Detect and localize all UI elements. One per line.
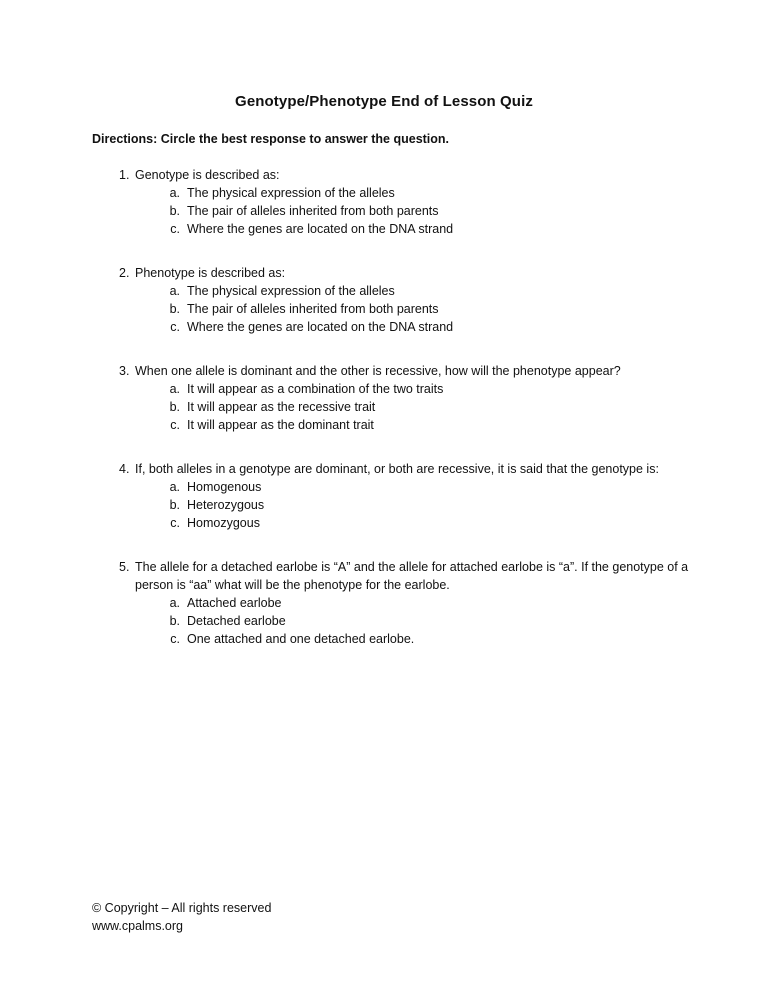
question-1 xyxy=(119,166,689,238)
answer-letter: b. xyxy=(169,302,180,316)
answer-letter: c. xyxy=(170,418,180,432)
answer-text: The pair of alleles inherited from both parents xyxy=(187,302,439,316)
footer xyxy=(92,899,271,935)
answer-text: The physical expression of the alleles xyxy=(187,186,395,200)
answer-option-c[interactable] xyxy=(119,630,689,648)
question-text: If, both alleles in a genotype are dominant, or both are recessive, it is said that the genotype is: xyxy=(135,462,659,476)
answer-option-b[interactable] xyxy=(119,398,689,416)
question-2 xyxy=(119,264,689,336)
answer-letter: c. xyxy=(170,320,180,334)
answer-text: The physical expression of the alleles xyxy=(187,284,395,298)
answer-letter: a. xyxy=(169,186,180,200)
answer-text: Where the genes are located on the DNA strand xyxy=(187,320,454,334)
question-text: The allele for a detached earlobe is “A” and the allele for attached earlobe is “a”. If the genotype of a person is “aa” what will be the phenotype for the earlobe. xyxy=(135,560,689,592)
answer-text: Attached earlobe xyxy=(187,596,282,610)
answer-text: Homozygous xyxy=(187,516,260,530)
answer-text: Where the genes are located on the DNA strand xyxy=(187,222,454,236)
answer-text: It will appear as the dominant trait xyxy=(187,418,374,432)
question-5 xyxy=(119,558,689,648)
answer-letter: c. xyxy=(170,222,180,236)
answer-text: Homogenous xyxy=(187,480,262,494)
answer-list xyxy=(119,594,689,648)
answer-letter: a. xyxy=(169,284,180,298)
answer-letter: c. xyxy=(170,632,180,646)
answer-option-b[interactable] xyxy=(119,612,689,630)
question-number: 4. xyxy=(119,462,130,476)
question-4 xyxy=(119,460,689,532)
question-number: 1. xyxy=(119,168,130,182)
page-title: Genotype/Phenotype End of Lesson Quiz xyxy=(235,93,533,110)
answer-option-b[interactable] xyxy=(119,300,689,318)
answer-list xyxy=(119,478,689,532)
answer-letter: a. xyxy=(169,480,180,494)
answer-option-b[interactable] xyxy=(119,496,689,514)
answer-option-a[interactable] xyxy=(119,594,689,612)
answer-letter: a. xyxy=(169,596,180,610)
answer-letter: b. xyxy=(169,400,180,414)
answer-list xyxy=(119,184,689,238)
answer-list xyxy=(119,380,689,434)
copyright-notice: © Copyright – All rights reserved xyxy=(92,901,272,915)
answer-text: Detached earlobe xyxy=(187,614,286,628)
directions-text: Directions: Circle the best response to answer the question. xyxy=(92,132,450,146)
answer-text: One attached and one detached earlobe. xyxy=(187,632,415,646)
answer-letter: b. xyxy=(169,498,180,512)
question-text: Genotype is described as: xyxy=(135,168,280,182)
answer-option-c[interactable] xyxy=(119,318,689,336)
answer-option-a[interactable] xyxy=(119,282,689,300)
website-url[interactable]: www.cpalms.org xyxy=(92,919,183,933)
answer-text: It will appear as a combination of the two traits xyxy=(187,382,444,396)
answer-text: Heterozygous xyxy=(187,498,265,512)
answer-option-c[interactable] xyxy=(119,416,689,434)
question-text: Phenotype is described as: xyxy=(135,266,286,280)
answer-option-a[interactable] xyxy=(119,184,689,202)
answer-option-a[interactable] xyxy=(119,380,689,398)
question-number: 5. xyxy=(119,560,130,574)
answer-letter: b. xyxy=(169,204,180,218)
answer-option-c[interactable] xyxy=(119,514,689,532)
question-number: 3. xyxy=(119,364,130,378)
answer-letter: c. xyxy=(170,516,180,530)
answer-list xyxy=(119,282,689,336)
answer-letter: a. xyxy=(169,382,180,396)
question-3 xyxy=(119,362,689,434)
answer-option-a[interactable] xyxy=(119,478,689,496)
question-number: 2. xyxy=(119,266,130,280)
answer-text: It will appear as the recessive trait xyxy=(187,400,376,414)
answer-option-c[interactable] xyxy=(119,220,689,238)
answer-letter: b. xyxy=(169,614,180,628)
answer-option-b[interactable] xyxy=(119,202,689,220)
question-text: When one allele is dominant and the other is recessive, how will the phenotype appear? xyxy=(135,364,621,378)
answer-text: The pair of alleles inherited from both parents xyxy=(187,204,439,218)
